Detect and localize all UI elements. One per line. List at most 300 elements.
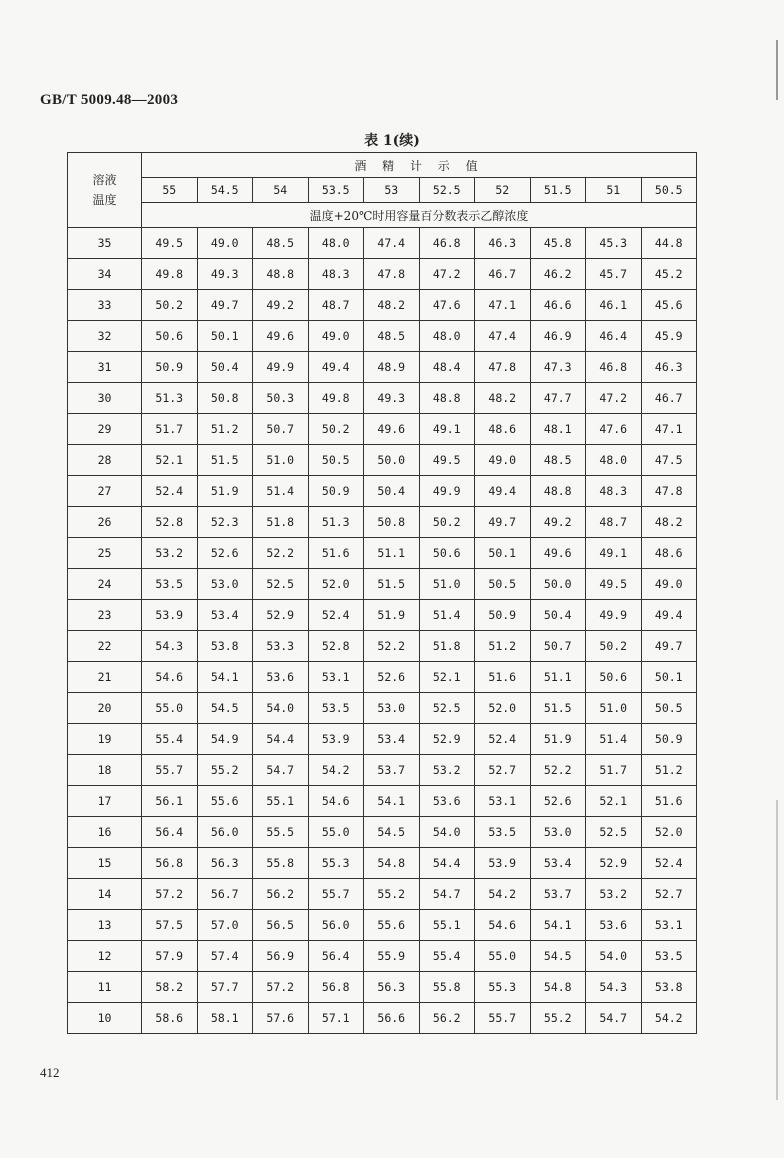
table-cell: 56.6 <box>364 1003 420 1034</box>
table-cell: 52.4 <box>641 848 697 879</box>
table-cell: 49.3 <box>364 383 420 414</box>
table-cell: 51.5 <box>364 569 420 600</box>
table-row <box>68 910 697 941</box>
table-cell: 56.9 <box>253 941 309 972</box>
row-header-line2: 温度 <box>92 193 117 207</box>
table-cell: 49.8 <box>142 259 198 290</box>
table-cell: 47.1 <box>641 414 697 445</box>
table-cell: 55.7 <box>475 1003 531 1034</box>
table-cell: 55.3 <box>475 972 531 1003</box>
table-cell: 48.2 <box>641 507 697 538</box>
table-cell: 56.1 <box>142 786 198 817</box>
table-cell: 50.6 <box>586 662 642 693</box>
table-row <box>68 290 697 321</box>
column-header: 53 <box>364 178 420 203</box>
table-cell: 49.4 <box>475 476 531 507</box>
column-header: 55 <box>142 178 198 203</box>
table-cell: 48.8 <box>530 476 586 507</box>
table-cell: 54.1 <box>197 662 253 693</box>
table-cell: 55.2 <box>364 879 420 910</box>
table-cell: 51.4 <box>586 724 642 755</box>
table-cell: 54.8 <box>364 848 420 879</box>
table-cell: 56.8 <box>142 848 198 879</box>
table-cell: 49.2 <box>530 507 586 538</box>
table-row <box>68 693 697 724</box>
table-cell: 53.6 <box>253 662 309 693</box>
table-cell: 50.1 <box>475 538 531 569</box>
table-cell: 50.7 <box>253 414 309 445</box>
table-cell: 54.5 <box>364 817 420 848</box>
table-cell: 55.4 <box>142 724 198 755</box>
table-cell: 53.5 <box>308 693 364 724</box>
table-cell: 53.2 <box>142 538 198 569</box>
table-cell: 47.8 <box>364 259 420 290</box>
table-cell: 56.8 <box>308 972 364 1003</box>
table-cell: 55.5 <box>253 817 309 848</box>
temperature-cell: 14 <box>68 879 142 910</box>
table-cell: 48.8 <box>419 383 475 414</box>
table-cell: 53.0 <box>364 693 420 724</box>
temperature-cell: 12 <box>68 941 142 972</box>
table-cell: 51.0 <box>586 693 642 724</box>
table-cell: 56.5 <box>253 910 309 941</box>
table-cell: 51.9 <box>364 600 420 631</box>
table-row <box>68 476 697 507</box>
table-cell: 49.2 <box>253 290 309 321</box>
table-cell: 50.9 <box>641 724 697 755</box>
table-cell: 54.4 <box>419 848 475 879</box>
temperature-cell: 34 <box>68 259 142 290</box>
table-cell: 53.8 <box>641 972 697 1003</box>
table-cell: 48.0 <box>586 445 642 476</box>
temperature-cell: 16 <box>68 817 142 848</box>
table-row <box>68 786 697 817</box>
table-row <box>68 724 697 755</box>
table-cell: 53.6 <box>419 786 475 817</box>
temperature-cell: 27 <box>68 476 142 507</box>
table-cell: 52.6 <box>364 662 420 693</box>
table-cell: 57.4 <box>197 941 253 972</box>
table-row <box>68 383 697 414</box>
table-cell: 48.5 <box>253 228 309 259</box>
table-row <box>68 817 697 848</box>
table-cell: 45.8 <box>530 228 586 259</box>
table-cell: 56.4 <box>142 817 198 848</box>
table-cell: 49.6 <box>364 414 420 445</box>
temperature-cell: 31 <box>68 352 142 383</box>
table-cell: 47.4 <box>364 228 420 259</box>
table-cell: 48.1 <box>530 414 586 445</box>
table-cell: 50.1 <box>197 321 253 352</box>
table-cell: 54.6 <box>308 786 364 817</box>
column-header: 54 <box>253 178 309 203</box>
table-row <box>68 414 697 445</box>
temperature-cell: 13 <box>68 910 142 941</box>
table-cell: 52.7 <box>475 755 531 786</box>
table-row <box>68 972 697 1003</box>
table-cell: 58.6 <box>142 1003 198 1034</box>
table-cell: 49.9 <box>253 352 309 383</box>
table-cell: 51.7 <box>586 755 642 786</box>
table-cell: 55.1 <box>419 910 475 941</box>
column-header: 52 <box>475 178 531 203</box>
table-cell: 46.3 <box>641 352 697 383</box>
table-cell: 48.0 <box>419 321 475 352</box>
table-cell: 58.1 <box>197 1003 253 1034</box>
table-cell: 52.6 <box>197 538 253 569</box>
table-cell: 54.0 <box>419 817 475 848</box>
table-cell: 48.5 <box>530 445 586 476</box>
table-cell: 52.9 <box>253 600 309 631</box>
table-cell: 53.5 <box>142 569 198 600</box>
table-cell: 49.0 <box>197 228 253 259</box>
column-header: 51.5 <box>530 178 586 203</box>
table-cell: 46.4 <box>586 321 642 352</box>
table-cell: 51.5 <box>530 693 586 724</box>
table-cell: 53.7 <box>530 879 586 910</box>
table-cell: 49.7 <box>641 631 697 662</box>
table-cell: 51.2 <box>197 414 253 445</box>
table-cell: 48.7 <box>308 290 364 321</box>
table-cell: 54.5 <box>197 693 253 724</box>
table-cell: 45.2 <box>641 259 697 290</box>
table-cell: 53.1 <box>475 786 531 817</box>
temperature-cell: 32 <box>68 321 142 352</box>
table-row <box>68 228 697 259</box>
column-header: 53.5 <box>308 178 364 203</box>
table-cell: 46.8 <box>586 352 642 383</box>
table-row <box>68 445 697 476</box>
table-cell: 55.2 <box>530 1003 586 1034</box>
table-cell: 48.6 <box>475 414 531 445</box>
table-cell: 52.5 <box>253 569 309 600</box>
table-cell: 50.5 <box>475 569 531 600</box>
table-cell: 52.6 <box>530 786 586 817</box>
table-cell: 52.2 <box>253 538 309 569</box>
table-cell: 50.8 <box>197 383 253 414</box>
table-cell: 47.8 <box>641 476 697 507</box>
table-cell: 46.3 <box>475 228 531 259</box>
table-cell: 48.3 <box>586 476 642 507</box>
temperature-cell: 28 <box>68 445 142 476</box>
table-cell: 53.1 <box>641 910 697 941</box>
table-cell: 54.1 <box>530 910 586 941</box>
table-cell: 47.6 <box>419 290 475 321</box>
table-cell: 57.2 <box>142 879 198 910</box>
table-cell: 48.6 <box>641 538 697 569</box>
temperature-cell: 21 <box>68 662 142 693</box>
table-row <box>68 879 697 910</box>
table-row <box>68 538 697 569</box>
temperature-cell: 25 <box>68 538 142 569</box>
temperature-cell: 35 <box>68 228 142 259</box>
table-cell: 54.4 <box>253 724 309 755</box>
temperature-cell: 29 <box>68 414 142 445</box>
table-cell: 55.7 <box>142 755 198 786</box>
table-cell: 51.5 <box>197 445 253 476</box>
temperature-cell: 10 <box>68 1003 142 1034</box>
table-cell: 53.4 <box>530 848 586 879</box>
table-cell: 53.3 <box>253 631 309 662</box>
table-cell: 54.1 <box>364 786 420 817</box>
table-cell: 51.6 <box>641 786 697 817</box>
table-cell: 54.3 <box>142 631 198 662</box>
table-cell: 53.1 <box>308 662 364 693</box>
table-cell: 51.8 <box>419 631 475 662</box>
table-cell: 52.9 <box>419 724 475 755</box>
table-cell: 49.5 <box>419 445 475 476</box>
table-row <box>68 600 697 631</box>
table-cell: 50.2 <box>142 290 198 321</box>
table-cell: 52.8 <box>308 631 364 662</box>
table-cell: 49.0 <box>475 445 531 476</box>
table-cell: 52.5 <box>419 693 475 724</box>
table-title: 表 1(续) <box>364 133 420 149</box>
table-cell: 50.3 <box>253 383 309 414</box>
table-cell: 44.8 <box>641 228 697 259</box>
table-cell: 56.4 <box>308 941 364 972</box>
table-cell: 51.1 <box>364 538 420 569</box>
table-cell: 49.0 <box>641 569 697 600</box>
table-cell: 52.4 <box>308 600 364 631</box>
table-cell: 53.9 <box>308 724 364 755</box>
table-cell: 51.4 <box>253 476 309 507</box>
table-cell: 47.3 <box>530 352 586 383</box>
table-row <box>68 507 697 538</box>
table-cell: 50.2 <box>308 414 364 445</box>
table-cell: 48.8 <box>253 259 309 290</box>
table-body <box>68 228 697 1034</box>
table-cell: 52.4 <box>475 724 531 755</box>
table-cell: 52.8 <box>142 507 198 538</box>
table-cell: 50.2 <box>586 631 642 662</box>
table-cell: 47.6 <box>586 414 642 445</box>
standard-code: GB/T 5009.48—2003 <box>40 92 179 108</box>
table-cell: 50.6 <box>142 321 198 352</box>
table-cell: 55.0 <box>142 693 198 724</box>
scan-edge-mark <box>776 800 778 1100</box>
table-cell: 55.7 <box>308 879 364 910</box>
table-cell: 49.5 <box>142 228 198 259</box>
table-cell: 57.1 <box>308 1003 364 1034</box>
table-cell: 49.3 <box>197 259 253 290</box>
table-cell: 50.4 <box>364 476 420 507</box>
table-cell: 51.9 <box>530 724 586 755</box>
table-row <box>68 755 697 786</box>
table-cell: 48.4 <box>419 352 475 383</box>
table-cell: 51.0 <box>419 569 475 600</box>
table-cell: 55.1 <box>253 786 309 817</box>
table-cell: 56.2 <box>253 879 309 910</box>
table-cell: 53.7 <box>364 755 420 786</box>
table-cell: 52.0 <box>308 569 364 600</box>
table-cell: 48.2 <box>475 383 531 414</box>
table-cell: 57.2 <box>253 972 309 1003</box>
temperature-cell: 30 <box>68 383 142 414</box>
table-cell: 53.9 <box>475 848 531 879</box>
table-row <box>68 259 697 290</box>
table-cell: 54.9 <box>197 724 253 755</box>
table-row <box>68 352 697 383</box>
table-cell: 52.1 <box>142 445 198 476</box>
table-cell: 46.7 <box>475 259 531 290</box>
table-cell: 49.0 <box>308 321 364 352</box>
table-cell: 56.0 <box>197 817 253 848</box>
table-cell: 51.4 <box>419 600 475 631</box>
table-cell: 52.4 <box>142 476 198 507</box>
temperature-cell: 19 <box>68 724 142 755</box>
table-cell: 56.3 <box>364 972 420 1003</box>
table-cell: 51.3 <box>308 507 364 538</box>
row-header-solution-temperature <box>68 153 142 228</box>
page-number: 412 <box>40 1065 60 1080</box>
table-row <box>68 321 697 352</box>
table-cell: 54.3 <box>586 972 642 1003</box>
table-cell: 58.2 <box>142 972 198 1003</box>
group-header: 酒 精 计 示 值 <box>142 153 697 178</box>
table-cell: 51.1 <box>530 662 586 693</box>
table-cell: 52.3 <box>197 507 253 538</box>
table-cell: 49.9 <box>586 600 642 631</box>
table-cell: 47.2 <box>419 259 475 290</box>
table-cell: 49.9 <box>419 476 475 507</box>
table-cell: 52.2 <box>530 755 586 786</box>
table-row <box>68 848 697 879</box>
row-header-line1: 溶液 <box>92 173 117 187</box>
table-row <box>68 662 697 693</box>
table-cell: 51.2 <box>475 631 531 662</box>
table-cell: 48.9 <box>364 352 420 383</box>
table-cell: 51.9 <box>197 476 253 507</box>
table-cell: 49.8 <box>308 383 364 414</box>
table-cell: 57.5 <box>142 910 198 941</box>
table-cell: 50.0 <box>364 445 420 476</box>
table-cell: 49.7 <box>197 290 253 321</box>
table-cell: 55.8 <box>253 848 309 879</box>
temperature-cell: 23 <box>68 600 142 631</box>
table-cell: 56.3 <box>197 848 253 879</box>
table-row <box>68 1003 697 1034</box>
table-cell: 52.7 <box>641 879 697 910</box>
table-cell: 49.1 <box>419 414 475 445</box>
temperature-cell: 11 <box>68 972 142 1003</box>
table-cell: 52.1 <box>586 786 642 817</box>
table-cell: 56.0 <box>308 910 364 941</box>
table-cell: 47.5 <box>641 445 697 476</box>
table-cell: 55.6 <box>197 786 253 817</box>
table-cell: 52.5 <box>586 817 642 848</box>
table-cell: 49.4 <box>308 352 364 383</box>
table-row <box>68 941 697 972</box>
table-cell: 50.9 <box>142 352 198 383</box>
table-cell: 55.2 <box>197 755 253 786</box>
table-cell: 45.6 <box>641 290 697 321</box>
table-cell: 48.0 <box>308 228 364 259</box>
table-cell: 52.1 <box>419 662 475 693</box>
table-cell: 55.4 <box>419 941 475 972</box>
temperature-cell: 17 <box>68 786 142 817</box>
temperature-cell: 20 <box>68 693 142 724</box>
table-cell: 50.2 <box>419 507 475 538</box>
table-cell: 52.0 <box>475 693 531 724</box>
table-cell: 57.9 <box>142 941 198 972</box>
table-cell: 54.7 <box>253 755 309 786</box>
table-cell: 48.2 <box>364 290 420 321</box>
table-cell: 47.4 <box>475 321 531 352</box>
table-cell: 53.0 <box>197 569 253 600</box>
table-cell: 54.0 <box>586 941 642 972</box>
table-cell: 48.7 <box>586 507 642 538</box>
table-row <box>68 631 697 662</box>
table-cell: 50.9 <box>475 600 531 631</box>
table-cell: 53.6 <box>586 910 642 941</box>
table-cell: 53.5 <box>475 817 531 848</box>
temperature-cell: 22 <box>68 631 142 662</box>
table-row <box>68 569 697 600</box>
table-cell: 50.0 <box>530 569 586 600</box>
table-cell: 46.6 <box>530 290 586 321</box>
table-cell: 49.1 <box>586 538 642 569</box>
table-cell: 45.9 <box>641 321 697 352</box>
table-cell: 55.8 <box>419 972 475 1003</box>
scan-edge-mark <box>776 40 778 100</box>
table-cell: 57.7 <box>197 972 253 1003</box>
table-cell: 51.3 <box>142 383 198 414</box>
table-cell: 49.6 <box>253 321 309 352</box>
table-cell: 54.7 <box>586 1003 642 1034</box>
column-header: 54.5 <box>197 178 253 203</box>
table-cell: 57.6 <box>253 1003 309 1034</box>
table-cell: 53.2 <box>586 879 642 910</box>
column-header-row <box>68 178 697 203</box>
temperature-cell: 26 <box>68 507 142 538</box>
table-cell: 53.4 <box>197 600 253 631</box>
table-cell: 55.9 <box>364 941 420 972</box>
table-cell: 50.5 <box>308 445 364 476</box>
table-cell: 50.5 <box>641 693 697 724</box>
table-cell: 45.7 <box>586 259 642 290</box>
table-cell: 52.0 <box>641 817 697 848</box>
table-cell: 49.7 <box>475 507 531 538</box>
table-cell: 47.8 <box>475 352 531 383</box>
table-cell: 53.2 <box>419 755 475 786</box>
table-cell: 46.8 <box>419 228 475 259</box>
table-cell: 55.0 <box>308 817 364 848</box>
table-cell: 50.8 <box>364 507 420 538</box>
table-cell: 55.0 <box>475 941 531 972</box>
temperature-cell: 18 <box>68 755 142 786</box>
table-cell: 46.2 <box>530 259 586 290</box>
table-cell: 51.8 <box>253 507 309 538</box>
table-cell: 46.7 <box>641 383 697 414</box>
table-cell: 56.7 <box>197 879 253 910</box>
table-cell: 54.6 <box>475 910 531 941</box>
table-cell: 47.2 <box>586 383 642 414</box>
column-header: 52.5 <box>419 178 475 203</box>
table-cell: 47.7 <box>530 383 586 414</box>
table-cell: 46.9 <box>530 321 586 352</box>
table-cell: 48.3 <box>308 259 364 290</box>
table-cell: 51.6 <box>475 662 531 693</box>
temperature-cell: 33 <box>68 290 142 321</box>
table-cell: 56.2 <box>419 1003 475 1034</box>
column-header: 50.5 <box>641 178 697 203</box>
table-cell: 50.7 <box>530 631 586 662</box>
table-cell: 54.5 <box>530 941 586 972</box>
table-cell: 53.9 <box>142 600 198 631</box>
temperature-cell: 24 <box>68 569 142 600</box>
table-cell: 57.0 <box>197 910 253 941</box>
